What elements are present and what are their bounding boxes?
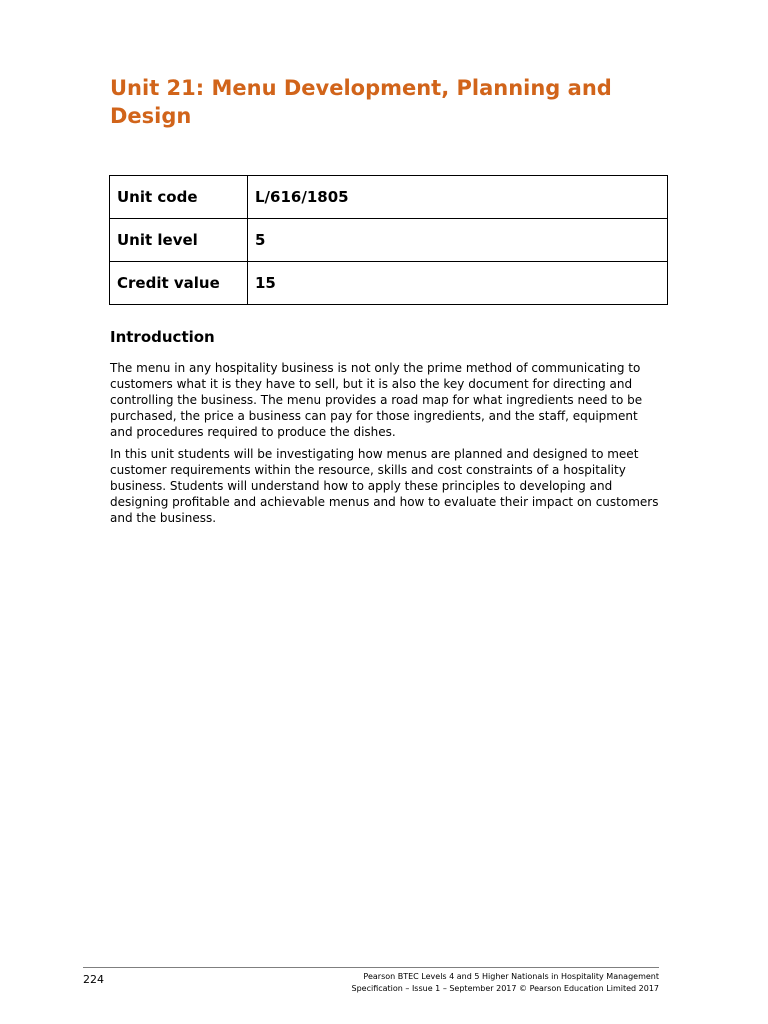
- footer-divider: [83, 967, 659, 968]
- unit-code-value: L/616/1805: [248, 176, 668, 219]
- footer-line-1: Pearson BTEC Levels 4 and 5 Higher Nationals in Hospitality Management: [363, 972, 659, 981]
- page-title: Unit 21: Menu Development, Planning and Design: [110, 76, 612, 128]
- intro-paragraph-1: The menu in any hospitality business is not only the prime method of communicating to customers what it is they have to sell, but it is also the key document for directing and controlling the business. The menu provides a road map for what ingredients need to be purchased, the price a business can pay for those ingredients, and the staff, equipment and procedures required to produce the dishes.: [110, 361, 643, 439]
- credit-value-value: 15: [248, 262, 668, 305]
- page-number: 224: [83, 973, 104, 986]
- table-row-unit-level: [110, 219, 668, 262]
- footer-line-2: Specification – Issue 1 – September 2017 © Pearson Education Limited 2017: [351, 984, 659, 993]
- intro-paragraph-2: In this unit students will be investigating how menus are planned and designed to meet customer requirements within the resource, skills and cost constraints of a hospitality business. Students will understand how to apply these principles to developing and designing profitable and achievable menus and how to evaluate their impact on customers and the business.: [110, 447, 659, 525]
- table-row-unit-code: [110, 176, 668, 219]
- unit-info-table: [109, 175, 668, 305]
- footer-publication-info: [352, 971, 660, 995]
- unit-level-value: 5: [248, 219, 668, 262]
- unit-level-label: Unit level: [110, 219, 248, 262]
- credit-value-label: Credit value: [110, 262, 248, 305]
- introduction-heading: Introduction: [110, 328, 215, 346]
- table-row-credit-value: [110, 262, 668, 305]
- unit-code-label: Unit code: [110, 176, 248, 219]
- introduction-body: [110, 360, 662, 532]
